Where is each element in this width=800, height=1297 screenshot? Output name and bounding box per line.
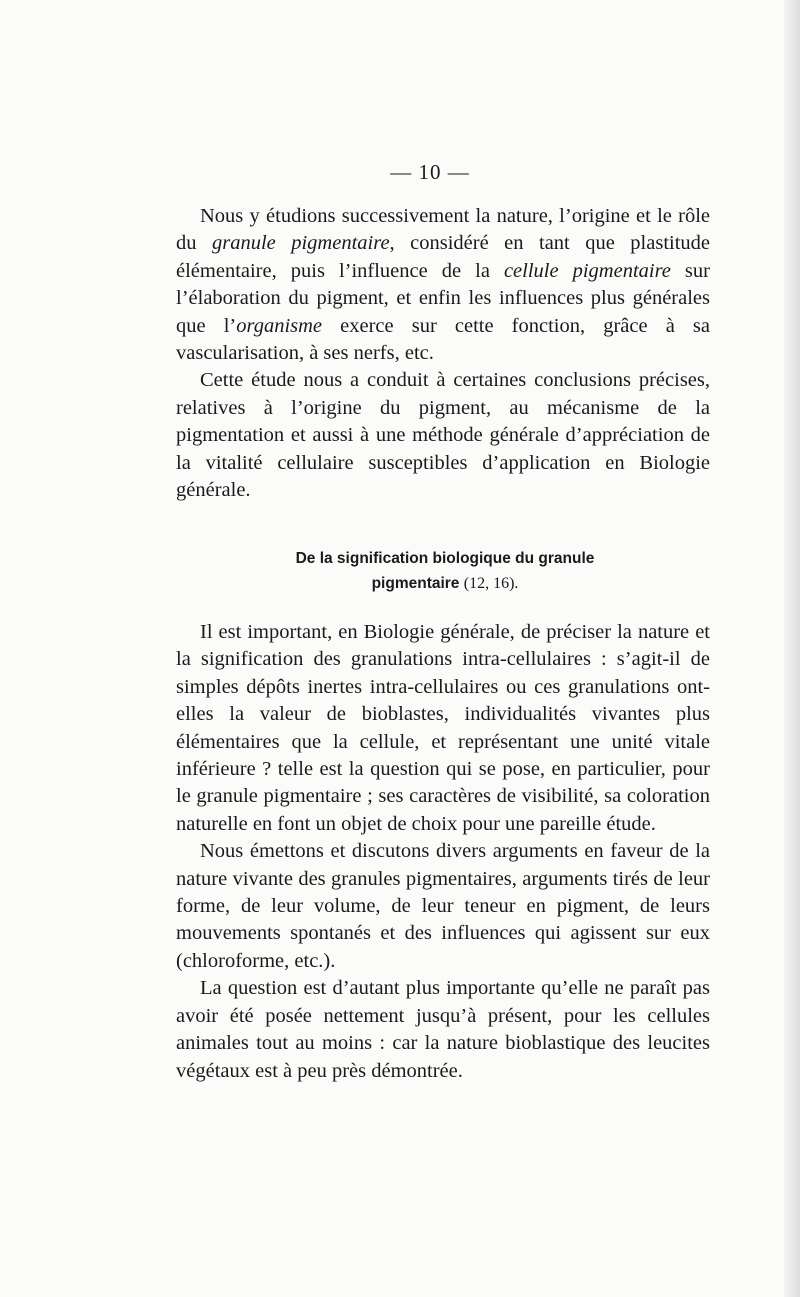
section-heading-line-1: De la signification biologique du granule <box>295 550 595 567</box>
intro-p1-italic-organisme: organisme <box>236 314 323 337</box>
section-heading-line-2: pigmentaire <box>371 575 460 592</box>
intro-text <box>176 203 710 504</box>
body-paragraph-3: La question est d’autant plus importante qu’elle ne paraît pas avoir été posée nettement jusqu’à présent, pour les cellules animales tout au moins : car la nature bioblastique des leucites végétaux est à peu près démontrée. <box>176 977 710 1082</box>
intro-paragraph-2: Cette étude nous a conduit à certaines conclusions précises, relatives à l’origine du pigment, au mécanisme de la pigmentation et aussi à une méthode générale d’appréciation de la vitalité cellulaire susceptibles d’application en Biologie générale. <box>176 369 710 502</box>
body-paragraph-2: Nous émettons et discutons divers arguments en faveur de la nature vivante des granules pigmentaires, arguments tirés de leur forme, de leur volume, de leur teneur en pigment, de leurs mouvements spontanés et des influences qui agissent sur eux (chloroforme, etc.). <box>176 840 710 972</box>
section-heading <box>240 546 650 596</box>
page-edge-shadow <box>784 0 800 1297</box>
intro-p1-italic-granule: granule pigmentaire <box>211 232 390 255</box>
intro-p1-text-2: , considéré en tant que plastitude élémentaire, puis l’influence de la <box>176 232 711 282</box>
intro-paragraph-1 <box>176 203 710 367</box>
page-number: — 10 — <box>390 160 470 184</box>
intro-p1-text-1: Nous y étudions successivement la nature, l’origine et le rôle du <box>176 205 710 255</box>
intro-p1-text-4: exerce sur cette fonction, grâce à sa vascularisation, à ses nerfs, etc. <box>176 314 710 365</box>
body-text <box>176 619 710 1085</box>
section-heading-references: (12, 16). <box>463 575 519 592</box>
intro-p1-italic-cellule: cellule pigmentaire <box>503 259 671 282</box>
body-paragraph-1: Il est important, en Biologie générale, de préciser la nature et la signification des granulations intra-cellulaires : s’agit-il de simples dépôts inertes intra-cellulaires ou ces granulations ont-elles la valeur de bioblastes, individualités vivantes plus élémentaires que la cellule, et représentant une unité vitale inférieure ? telle est la question qui se pose, en particulier, pour le granule pigmentaire ; ses caractères de visibilité, sa coloration naturelle en font un objet de choix pour une pareille étude. <box>176 621 710 835</box>
intro-p1-text-3: sur l’élaboration du pigment, et enfin les influences plus générales que l’ <box>176 259 710 337</box>
